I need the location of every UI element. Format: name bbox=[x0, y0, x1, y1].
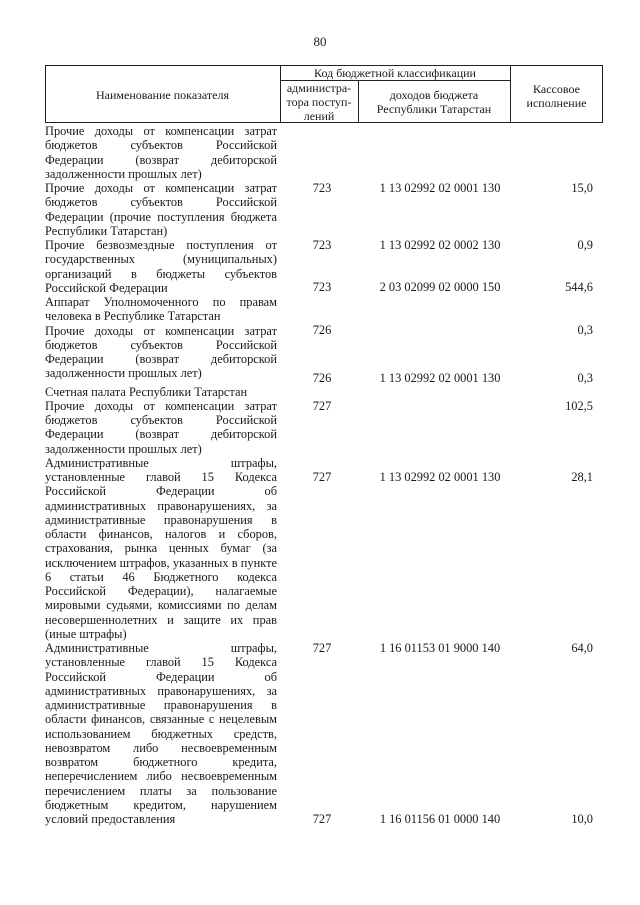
header-income: доходов бюджета Республики Татарстан bbox=[376, 88, 492, 116]
row-income-code: 1 16 01153 01 9000 140 bbox=[379, 641, 501, 655]
table-row bbox=[45, 280, 605, 324]
row-admin-code: 727 bbox=[312, 641, 332, 655]
row-name: Прочие доходы от компенсации затрат бюджетов субъектов Российской Федерации (возврат дебиторской задолженности прошлых лет) bbox=[45, 398, 277, 456]
row-income-code: 1 13 02992 02 0001 130 bbox=[379, 370, 501, 385]
row-income-code: 2 03 02099 02 0000 150 bbox=[379, 280, 501, 295]
table-body bbox=[45, 124, 605, 826]
row-name: Административные штрафы, установленные главой 15 Кодекса Российской Федерации об административных правонарушениях, за административные правонарушения в области финансов, связанные с нецелевым использованием бюджетных средств, невозвратом либо несвоевременным возвратом бюджетного кредита, неперечислением либо несвоевременным перечислением платы за пользование бюджетным кредитом, нарушением условий предоставления bbox=[45, 641, 277, 826]
row-admin-code: 726 bbox=[312, 323, 332, 338]
row-amount: 64,0 bbox=[571, 641, 593, 655]
header-admin: администра- тора поступ- лений bbox=[286, 81, 352, 123]
row-amount: 10,0 bbox=[571, 812, 593, 826]
header-name: Наименование показателя bbox=[96, 88, 229, 102]
row-admin-code: 727 bbox=[312, 469, 332, 484]
row-income-code: 1 16 01156 01 0000 140 bbox=[379, 812, 501, 826]
row-admin-code: 723 bbox=[312, 237, 332, 252]
row-name: Административные штрафы, установленные главой 15 Кодекса Российской Федерации об административных правонарушениях, за административные правонарушения в области финансов, налогов и сборов, страхования, рынка ценных бумаг (за исключением штрафов, указанных в пункте 6 статьи 46 Бюджетного кодекса Российской Федерации), налагаемые мировыми судьями, комиссиями по делам несовершеннолетних и защите их прав (иные штрафы) bbox=[45, 455, 277, 641]
row-amount: 28,1 bbox=[571, 469, 593, 484]
row-income-code: 1 13 02992 02 0001 130 bbox=[379, 180, 501, 195]
table-row bbox=[45, 641, 605, 826]
row-amount: 0,9 bbox=[577, 237, 593, 252]
row-name: Прочие доходы от компенсации затрат бюджетов субъектов Российской Федерации (возврат дебиторской задолженности прошлых лет) bbox=[45, 323, 277, 381]
row-admin-code: 726 bbox=[312, 370, 332, 385]
table-row bbox=[45, 181, 605, 238]
row-name: Прочие доходы от компенсации затрат бюджетов субъектов Российской Федерации (прочие поступления бюджета Республики Татарстан) bbox=[45, 181, 277, 238]
row-admin-code: 723 bbox=[312, 280, 332, 295]
row-name: Прочие доходы от компенсации затрат бюджетов субъектов Российской Федерации (возврат дебиторской задолженности прошлых лет) bbox=[45, 124, 277, 181]
row-amount: 0,3 bbox=[577, 370, 593, 385]
table-row bbox=[45, 456, 605, 641]
page-number: 80 bbox=[313, 34, 327, 49]
row-amount: 102,5 bbox=[565, 398, 593, 413]
header-cash: Кассовое исполнение bbox=[526, 82, 587, 110]
row-admin-code: 727 bbox=[312, 812, 332, 826]
header-code-group: Код бюджетной классификации bbox=[314, 66, 476, 80]
table-row bbox=[45, 370, 605, 399]
row-amount: 544,6 bbox=[565, 280, 593, 295]
row-admin-code: 723 bbox=[312, 180, 332, 195]
row-income-code: 1 13 02992 02 0001 130 bbox=[379, 469, 501, 484]
row-name: Счетная палата Республики Татарстан bbox=[45, 384, 248, 399]
row-name: Аппарат Уполномоченного по правам человека в Республике Татарстан bbox=[45, 295, 277, 324]
table-row bbox=[45, 124, 605, 181]
row-amount: 15,0 bbox=[571, 180, 593, 195]
row-admin-code: 727 bbox=[312, 398, 332, 413]
row-income-code: 1 13 02992 02 0002 130 bbox=[379, 237, 501, 252]
row-amount: 0,3 bbox=[577, 323, 593, 338]
row-name: Прочие безвозмездные поступления от государственных (муниципальных) организаций в бюджеты субъектов Российской Федерации bbox=[45, 238, 277, 295]
table-row bbox=[45, 399, 605, 456]
